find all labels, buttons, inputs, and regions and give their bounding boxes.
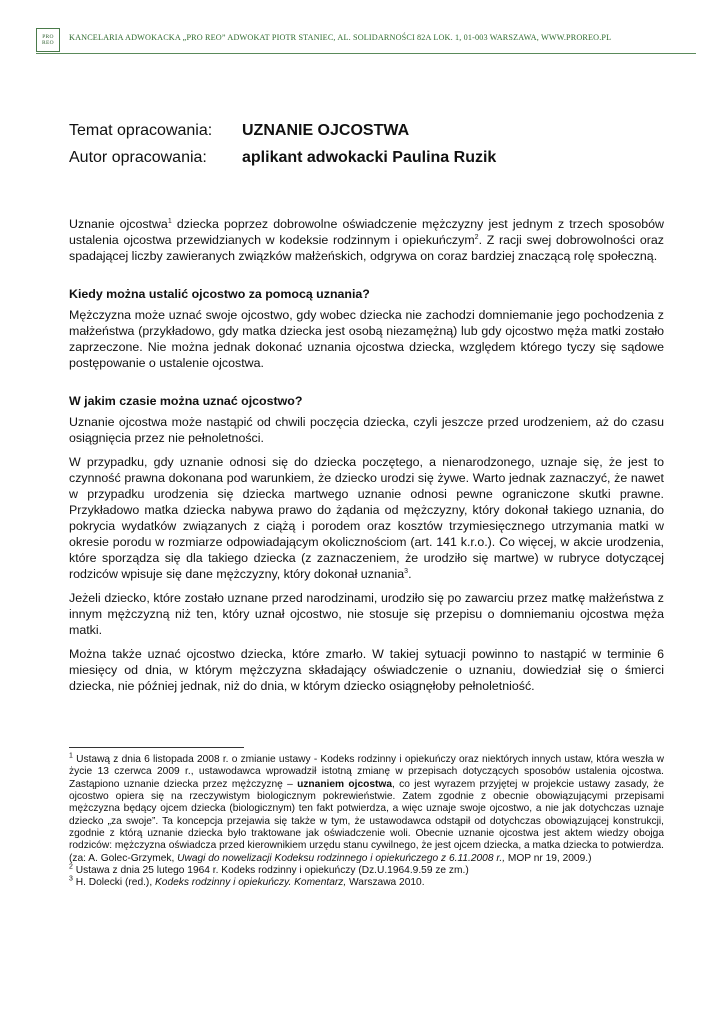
document-body [69,216,664,702]
section1-paragraph: Mężczyzna może uznać swoje ojcostwo, gdy wobec dziecka nie zachodzi domniemanie jego pochodzenia z małżeństwa (przykładowo, gdy matka dziecka jest osobą niezamężną) lub gdy ojcostwo męża matki zostało zaprzeczone. Nie można jednak dokonać uznania ojcostwa dziecka, względem którego tyczy się sądowe postępowanie o ustalenie ojcostwa. [69,308,664,370]
author-row [69,149,496,176]
section2-paragraph-3: Jeżeli dziecko, które zostało uznane przed narodzinami, urodziło się po zawarciu przez matkę małżeństwa z innym mężczyzną niż ten, który uznał ojcostwo, nie stosuje się przepisu o domniemaniu ojcostwa męża matki. [69,591,664,637]
footnote-1-text-a: Ustawą z dnia 6 listopada 2008 r. o zmianie ustawy - Kodeks rodzinny i opiekuńczy oraz niektórych innych ustaw, która weszła w życie 13 czerwca 2009 r., ustawodawca wprowadził istotną zmianę w przepisach dotyczących sposobów ustalenia ojcostwa. Zastąpiono uznanie dziecka przez mężczyznę – [69,754,664,790]
footnote-1 [69,754,664,865]
footnote-ref-2[interactable]: 2 [474,233,479,241]
section2-heading: W jakim czasie można uznać ojcostwo? [69,394,303,408]
topic-label: Temat opracowania: [69,122,213,139]
logo-line-2: REO [42,40,54,46]
footnote-separator [69,747,244,748]
author-label: Autor opracowania: [69,149,207,166]
footnote-ref-3[interactable]: 3 [404,567,409,575]
footnote-3-text-a: H. Dolecki (red.), [72,877,155,889]
footnote-3 [69,877,664,889]
letterhead-text: KANCELARIA ADWOKACKA „PRO REO” ADWOKAT PIOTR STANIEC, AL. SOLIDARNOŚCI 82A LOK. 1, 01-003 WARSZAWA, WWW.PROREO.PL [69,33,612,42]
footnote-3-number: 3 [69,876,73,884]
firm-logo [36,28,60,52]
section2-paragraph-1: Uznanie ojcostwa może nastąpić od chwili poczęcia dziecka, czyli jeszcze przed urodzeniem, aż do czasu osiągnięcia przez nie pełnoletności. [69,415,664,445]
section2-paragraph-2-text: W przypadku, gdy uznanie odnosi się do dziecka poczętego, a nienarodzonego, uznaje się, że jest to czynność prawna dokonana pod warunkiem, że dziecko urodzi się żywe. Warto jednak zaznaczyć, że nawet w przypadku urodzenia się dziecka martwego uznanie odnosi pewne ograniczone skutki prawne. Przykładowo matka dziecka nabywa prawo do żądania od mężczyzny, który dokonał takiego uznania, do pokrycia wydatków związanych z ciążą i porodem oraz kosztów trzymiesięcznego utrzymania matki w okresie porodu w rozmiarze odpowiadającym okolicznościom (art. 141 k.r.o.). Co więcej, w akcie urodzenia, które sporządza się dla takiego dziecka (z zaznaczeniem, że urodziło się martwe) w rubryce dotyczącej rodziców wpisuje się dane mężczyzny, który dokonał uznania [69,455,664,581]
footnote-1-italic: Uwagi do nowelizacji Kodeksu rodzinnego i opiekuńczego z 6.11.2008 r., [177,852,506,864]
footnote-2 [69,865,664,877]
intro-text-1: Uznanie ojcostwa [69,217,168,231]
logo-line-1: PRO [42,34,54,40]
footnote-3-italic: Kodeks rodzinny i opiekuńczy. Komentarz, [155,877,347,889]
section2-paragraph-2 [69,454,664,582]
author-value: aplikant adwokacki Paulina Ruzik [242,149,497,166]
footnote-2-number: 2 [69,863,73,871]
footnote-1-number: 1 [69,752,73,760]
document-meta [69,122,496,176]
letterhead [36,28,696,54]
footnote-2-text: Ustawa z dnia 25 lutego 1964 r. Kodeks rodzinny i opiekuńczy (Dz.U.1964.9.59 ze zm.) [72,865,469,877]
footnote-ref-1[interactable]: 1 [167,217,172,225]
footnote-1-text-c: MOP nr 19, 2009.) [505,852,592,864]
footnote-1-text-b: , co jest wyrazem przyjętej w projekcie ustawy zasady, że ojcostwo opiera się na rzeczywistym biologicznym pokrewieństwie. Zatem zgodnie z obecnie obowiązującymi przepisami mężczyzna będący ojcem dziecka (biologicznym) ten fakt potwierdza, a więc uznaje swoje ojcostwo, a nie jak dotychczas uznaje dziecko „za swoje”. Ta koncepcja przejawia się także w tym, że ustawodawca odstąpił od dotychczas obowiązującej konstrukcji, zgodnie z którą uznanie dziecka było traktowane jak oświadczenie woli. Obecnie uznanie ojcostwa jest aktem wiedzy obojga rodziców: mężczyzna oświadcza przed kierownikiem urzędu stanu cywilnego, że jest ojcem dziecka, a matka dziecka to potwierdza. (za: A. Golec-Grzymek, [69,778,664,864]
intro-text-2: dziecka poprzez dobrowolne oświadczenie mężczyzny jest jednym z trzech sposobów ustalenia ojcostwa przewidzianych w kodeksie rodzinnym i opiekuńczym [69,217,664,247]
letterhead-divider [36,53,696,54]
footnote-3-text-b: Warszawa 2010. [346,877,425,889]
section2-paragraph-4: Można także uznać ojcostwo dziecka, które zmarło. W takiej sytuacji powinno to nastąpić w terminie 6 miesięcy od dnia, w którym mężczyzna składający oświadczenie o uznaniu, dowiedział się o śmierci dziecka, nie później jednak, niż do dnia, w którym dziecko osiągnęłoby pełnoletniość. [69,647,664,693]
topic-value: UZNANIE OJCOSTWA [242,122,410,139]
section1-heading: Kiedy można ustalić ojcostwo za pomocą uznania? [69,287,370,301]
footnote-1-bold: uznaniem ojcostwa [297,778,393,790]
section2-paragraph-2-end: . [408,567,412,581]
footnotes [69,754,664,890]
intro-text-3: . Z racji swej dobrowolności oraz spadającej liczby zawieranych związków małżeńskich, odgrywa on coraz bardziej znaczącą rolę społeczną. [69,233,665,263]
intro-paragraph [69,216,664,264]
topic-row [69,122,496,149]
